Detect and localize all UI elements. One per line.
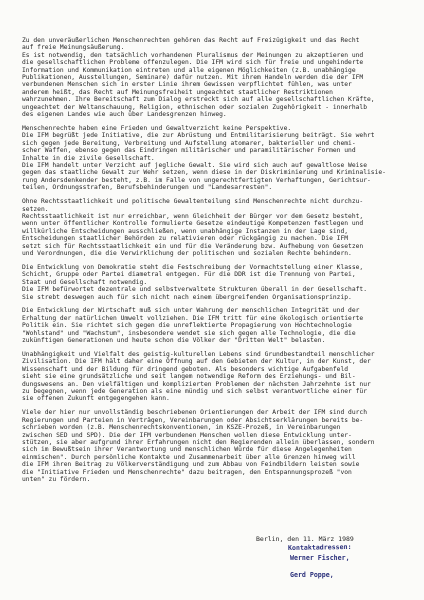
text-line: Die Entwicklung der Wirtschaft muß sich unter Wahrung der menschlichen Integrität und der [22, 307, 360, 315]
text-line: scher Waffen, ebenso gegen das Eindringen militärischer und paramilitärischer Formen und [22, 147, 356, 155]
text-line: Entscheidungen staatlicher Behörden zu relativieren oder rückgängig zu machen. Die IFM [22, 235, 349, 243]
signatory-stamp-fischer: Werner Fischer, [290, 554, 350, 562]
text-line: Politik ein. Sie richtet sich gegen die unreflektierte Propagierung von Hochtechnologie [22, 322, 352, 330]
signatory-stamp-poppe: Gerd Poppe, [290, 571, 334, 579]
text-line: zu begegnen, wenn jede Generation als eine mündig und sich selbst verantwortliche einer für [22, 387, 367, 395]
text-line: einmischen". Durch persönliche Kontakte und Zusammenarbeit über alle Grenzen hinweg will [22, 453, 356, 461]
paragraph [22, 198, 404, 257]
text-line: rung Andersdenkender besteht, z.B. im Falle von ungerechtfertigten Verhaftungen, Gerichtsur- [22, 176, 371, 184]
text-line: Wissenschaft und der Bildung für dringend geboten. Als besonders wichtige Aufgabenfeld [22, 365, 349, 373]
text-line: sich im Bewußtsein ihrer Verantwortung und menschlichen Würde für diese Angelegenheiten [22, 446, 352, 454]
text-line: Erhaltung der natürlichen Umwelt vollziehen. Die IFM tritt für eine ökologisch orientierte [22, 314, 364, 322]
paragraph [22, 37, 404, 118]
text-line: sieht sie eine grundsätzliche und seit langem notwendige Reform des Erziehungs- und Bil- [22, 373, 356, 381]
document-body [22, 37, 404, 490]
text-line: des eigenen Landes wie auch über Landesgrenzen hinweg. [22, 111, 227, 119]
text-line: sich gegen jede Bereitung, Verbreitung und Aufstellung atomarer, bakterieller und chemi- [22, 139, 356, 147]
text-line: unten" zu fördern. [22, 475, 91, 483]
text-line: dungswesens an. Den vielfältigen und komplizierten Problemen der nächsten Jahrzehnte ist nur [22, 380, 371, 388]
text-line: Die IFM begrüßt jede Initiative, die zur Abrüstung und Entmilitarisierung beiträgt. Sie wehrt [22, 132, 375, 140]
text-line: zukünftigen Generationen und heute schon die Völker der "Dritten Welt" belasten. [22, 337, 326, 345]
text-line: Publikationen, Ausstellungen, Seminare) dafür nutzen. Mit ihrem Handeln werden die der IFM [22, 74, 364, 82]
contact-heading-stamp: Kontaktadressen: [287, 542, 352, 553]
text-line: Es ist notwendig, den tatsächlich vorhandenen Pluralismus der Meinungen zu akzeptieren und [22, 51, 364, 59]
text-line: ungeachtet der Weltanschauung, Religion, ethnischen oder sozialen Zugehörigkeit - innerhalb [22, 103, 367, 111]
contact-stamps [286, 543, 406, 582]
text-line: die gesellschaftlichen Probleme offenzulegen. Die IFM wird sich für freie und ungehinderte [22, 59, 364, 67]
date-line: Berlin, den 11. März 1989 [256, 535, 354, 543]
paragraph [22, 409, 404, 483]
text-line: sie offenen Zukunft entgegengehen kann. [22, 395, 170, 403]
text-line: Ohne Rechtsstaatlichkeit und politische Gewaltenteilung sind Menschenrechte nicht durchzu- [22, 198, 364, 206]
text-line: Regierungen und Parteien in Verträgen, Vereinbarungen oder Absichtserklärungen bereits be- [22, 416, 364, 424]
text-line: Menschenrechte haben eine Frieden und Gewaltverzicht keine Perspektive. [22, 124, 292, 132]
text-line: gegen das staatliche Gewalt zur Wehr setzen, wenn diese in der Diskriminierung und Kriminalisie- [22, 169, 386, 177]
paragraph [22, 264, 404, 301]
text-line: wahrzunehmen. Ihre Bereitschaft zum Dialog erstreckt sich auf alle gesellschaftlichen Kräfte, [22, 96, 375, 104]
text-line: Rechtsstaatlichkeit ist nur erreichbar, wenn Gleichheit der Bürger vor dem Gesetz besteht, [22, 212, 364, 220]
text-line: Zivilisation. Die IFM hält daher eine Öffnung auf den Gebieten der Kultur, in der Kunst, der [22, 358, 371, 366]
text-line: "Wohlstand" und "Wachstum", insbesondere wendet sie sich gegen alle Technologie, die die [22, 329, 356, 337]
text-line: auf freie Meinungsäußerung. [22, 44, 125, 52]
text-line: Viele der hier nur unvollständig beschriebenen Orientierungen der Arbeit der IFM sind durch [22, 409, 367, 417]
text-line: Die Entwicklung von Demokratie steht die Festschreibung der Vormachtstellung einer Klasse, [22, 263, 364, 271]
text-line: teilen, Ordnungsstrafen, Berufsbehinderungen und "Landesarresten". [22, 184, 273, 192]
text-line: Unabhängigkeit und Vielfalt des geistig-kulturellen Lebens sind Grundbestandteil menschlicher [22, 350, 375, 358]
text-line: Information und Kommunikation eintreten und alle eigenen Möglichkeiten (z.B. unabhängige [22, 66, 356, 74]
text-line: Zu den unveräußerlichen Menschenrechten gehören das Recht auf Freizügigkeit und das Recht [22, 37, 360, 44]
text-line: stützen, sie aber aufgrund ihrer Erfahrungen nicht den Regierenden allein überlassen, sondern [22, 438, 375, 446]
text-line: Die IFM handelt unter Verzicht auf jegliche Gewalt. Sie wird sich auch auf gewaltlose Weise [22, 162, 367, 169]
text-line: zwischen SED und SPD). Die der IFM verbundenen Menschen wollen diese Entwicklung unter- [22, 431, 352, 439]
text-line: setzt sich für Rechtsstaatlichkeit ein und für die Veränderung bzw. Aufhebung von Gesetzen [22, 242, 364, 250]
text-line: Die IFM befürwortet dezentrale und selbstverwaltete Strukturen überall in der Gesellschaft. [22, 286, 367, 294]
text-line: wenn unter öffentlicher Kontrolle formulierte Gesetze eindeutige Kompetenzen festlegen und [22, 220, 364, 228]
text-line: verbundenen Menschen sich in erster Linie ihrem Gewissen verpflichtet fühlen, was unter [22, 81, 352, 89]
text-line: willkürliche Entscheidungen ausschließen, wenn unabhängige Instanzen in der Lage sind, [22, 227, 349, 235]
paragraph [22, 351, 404, 403]
text-line: die IFM ihren Beitrag zu Völkerverständigung und zum Abbau von Feindbildern leisten sowie [22, 461, 360, 469]
text-line: Inhalte in die zivile Gesellschaft. [22, 154, 155, 162]
text-line: setzen. [22, 205, 49, 213]
paragraph [22, 125, 404, 192]
text-line: Staat und Gesellschaft notwendig. [22, 278, 148, 286]
text-line: schrieben worden (z.B. Menschenrechtskonventionen, im KSZE-Prozeß, in Vereinbarungen [22, 424, 341, 432]
text-line: anderem heißt, das Recht auf Meinungsfreiheit ungeachtet staatlicher Restriktionen [22, 88, 333, 96]
paragraph [22, 307, 404, 344]
text-line: die "Initiative Frieden und Menschenrechte" dazu beitragen, den Entspannungsprozeß "von [22, 468, 352, 476]
text-line: Schicht, Gruppe oder Partei diametral entgegen. Für die DDR ist die Trennung von Partei, [22, 271, 356, 279]
text-line: Sie strebt deswegen auch für sich nicht nach einem übergreifenden Organisationsprinzip. [22, 293, 352, 301]
text-line: und Verordnungen, die die Verwirklichung der politischen und sozialen Rechte behindern. [22, 249, 352, 257]
